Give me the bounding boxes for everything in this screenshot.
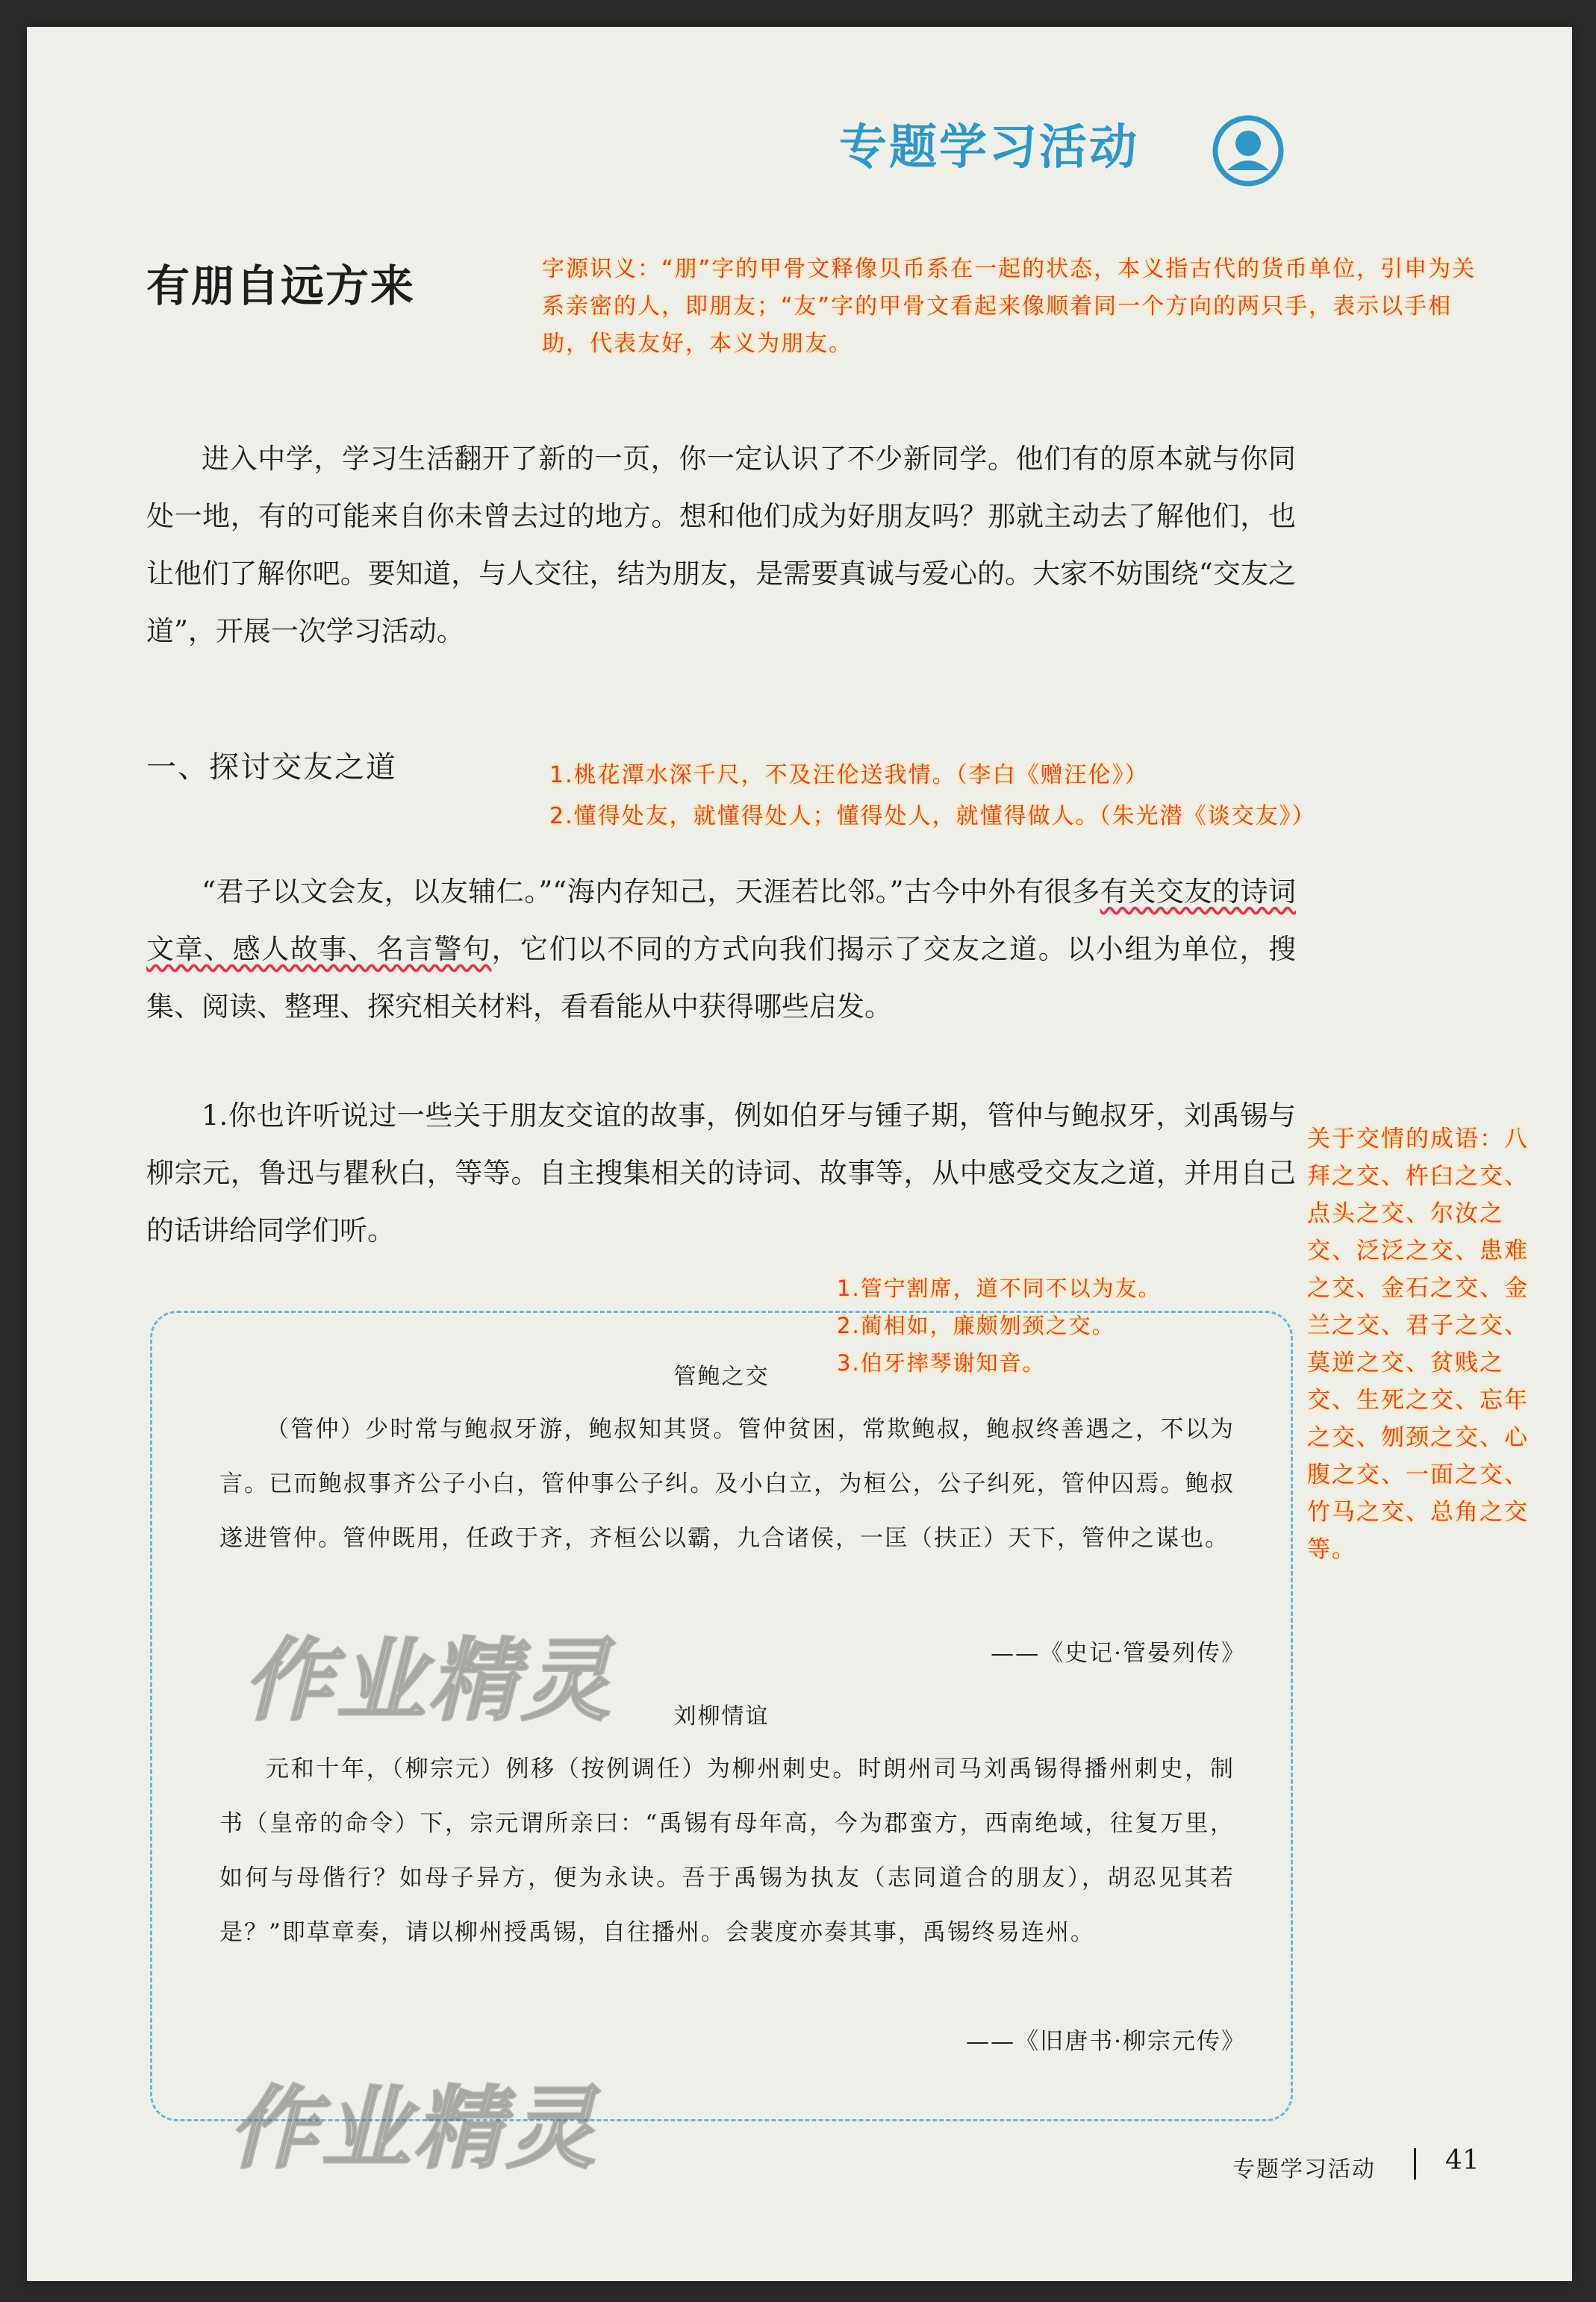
quote-line: 2.懂得处友，就懂得处人；懂得处人，就懂得做人。（朱光潜《谈交友》） — [549, 803, 1316, 829]
task-paragraph — [146, 1087, 1296, 1259]
intro-paragraph — [146, 430, 1296, 660]
story-source: ——《史记·管晏列传》 — [991, 1640, 1246, 1667]
story-body — [219, 1403, 1235, 1566]
paragraph-text: ，它们以不同的方式向我们揭示了交友之道。以小组为单位，搜集、阅读、整理、探究相关材料，看看能从中获得哪些启发。 — [146, 933, 1297, 1023]
story-note-line: 1.管宁割席，道不同不以为友。 — [837, 1276, 1162, 1301]
section-heading: 一、探讨交友之道 — [146, 750, 397, 785]
story-body — [219, 1742, 1235, 1960]
paragraph-text: “君子以文会友，以友辅仁。”“海内存知己，天涯若比邻。”古今中外有很多 — [202, 876, 1100, 908]
story-title: 刘柳情谊 — [673, 1703, 770, 1729]
footer-divider — [1414, 2148, 1416, 2180]
section-paragraph — [146, 863, 1296, 1035]
story-source: ——《旧唐书·柳宗元传》 — [966, 2028, 1246, 2055]
handwritten-etymology-note: 字源识义：“朋”字的甲骨文释像贝币系在一起的状态，本义指古代的货币单位，引申为关系亲密的人，即朋友；“友”字的甲骨文看起来像顺着同一个方向的两只手，表示以手相助，代表友好，本义为朋友。 — [542, 256, 1477, 357]
watermark: 作业精灵 — [243, 1629, 614, 1733]
quote-line: 1.桃花潭水深千尺，不及汪伦送我情。（李白《赠汪伦》） — [549, 762, 1149, 788]
header-title: 专题学习活动 — [839, 120, 1139, 175]
handwritten-quotes-note — [549, 755, 1316, 837]
story-note-line: 3.伯牙摔琴谢知音。 — [837, 1350, 1046, 1376]
handwritten-idioms-note: 关于交情的成语：八拜之交、杵臼之交、点头之交、尔汝之交、泛泛之交、患难之交、金石之交、金兰之交、君子之交、莫逆之交、贫贱之交、生死之交、忘年之交、刎颈之交、心腹之交、一面之交、竹马之交、总角之交等。 — [1307, 1126, 1529, 1563]
watermark: 作业精灵 — [228, 2077, 599, 2181]
lesson-title: 有朋自远方来 — [146, 261, 416, 311]
story-text: （管仲）少时常与鲍叔牙游，鲍叔知其贤。管仲贫困，常欺鲍叔，鲍叔终善遇之，不以为言。已而鲍叔事齐公子小白，管仲事公子纠。及小白立，为桓公，公子纠死，管仲囚焉。鲍叔遂进管仲。管仲既用，任政于齐，齐桓公以霸，九合诸侯，一匡（扶正）天下，管仲之谋也。 — [219, 1416, 1235, 1552]
footer-label: 专题学习活动 — [1232, 2156, 1376, 2183]
student-avatar-icon — [1212, 115, 1284, 187]
textbook-page — [27, 27, 1572, 2281]
story-text: 元和十年，（柳宗元）例移（按例调任）为柳州刺史。时朗州司马刘禹锡得播州刺史，制书（皇帝的命令）下，宗元谓所亲曰：“禹锡有母年高，今为郡蛮方，西南绝域，往复万里，如何与母偕行？如母子异方，便为永诀。吾于禹锡为执友（志同道合的朋友），胡忍见其若是？”即草章奏，请以柳州授禹锡，自往播州。会裴度亦奏其事，禹锡终易连州。 — [219, 1756, 1235, 1946]
intro-text: 进入中学，学习生活翻开了新的一页，你一定认识了不少新同学。他们有的原本就与你同处一地，有的可能来自你未曾去过的地方。想和他们成为好朋友吗？那就主动去了解他们，也让他们了解你吧。要知道，与人交往，结为朋友，是需要真诚与爱心的。大家不妨围绕“交友之道”，开展一次学习活动。 — [146, 443, 1296, 647]
task-text: 1.你也许听说过一些关于朋友交谊的故事，例如伯牙与锺子期，管仲与鲍叔牙，刘禹锡与柳宗元，鲁迅与瞿秋白，等等。自主搜集相关的诗词、故事等，从中感受交友之道，并用自己的话讲给同学们听。 — [146, 1099, 1296, 1247]
story-note-line: 2.蔺相如，廉颇刎颈之交。 — [837, 1313, 1115, 1338]
story-title: 管鲍之交 — [673, 1364, 770, 1390]
page-number: 41 — [1445, 2145, 1480, 2176]
wavy-underlined-text: 有关交友的诗词文章、感人故事、名言警句 — [146, 876, 1296, 965]
